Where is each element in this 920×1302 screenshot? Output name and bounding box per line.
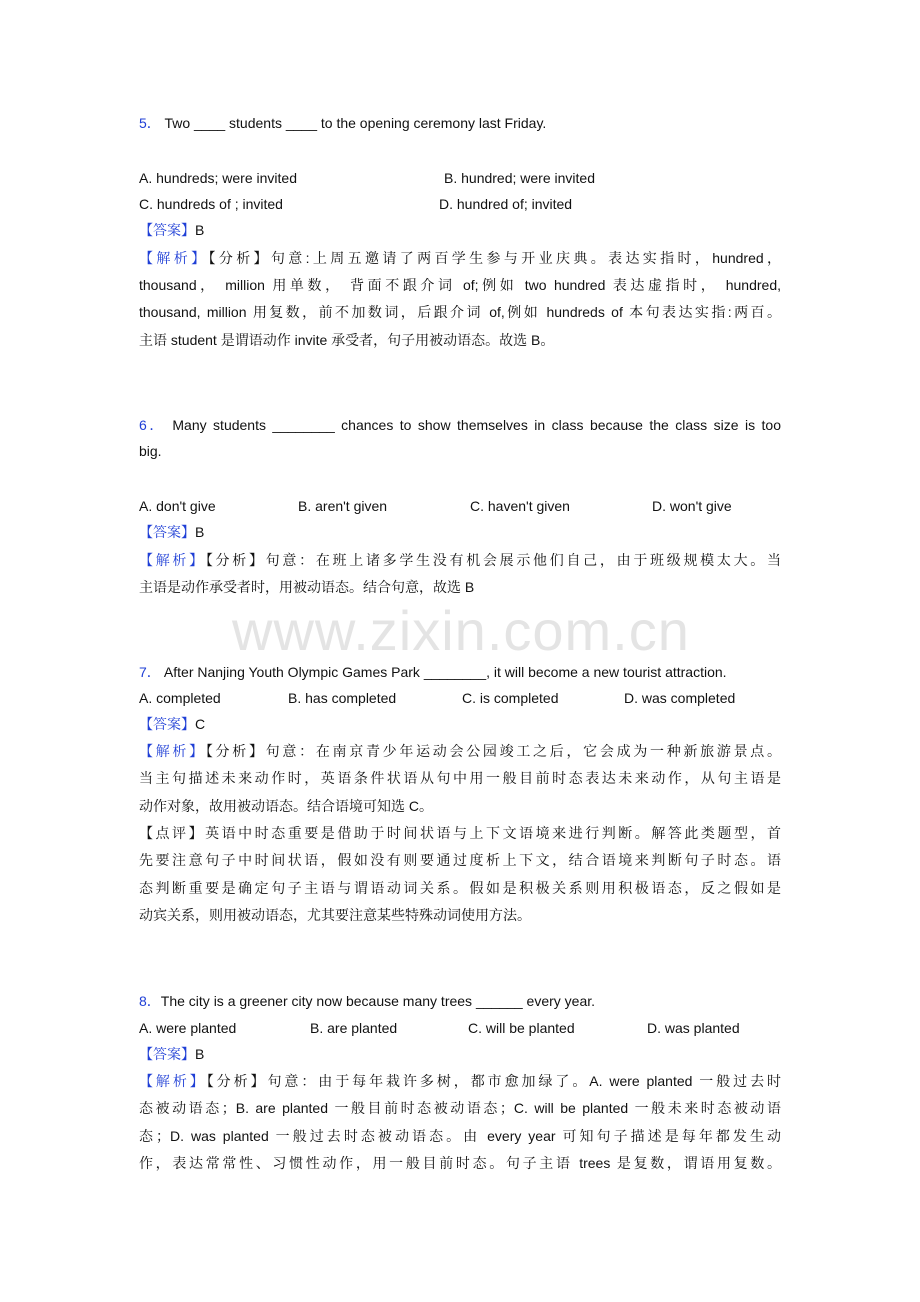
answer-label: 【答案】 xyxy=(139,1046,195,1062)
option-b: B. hundred; were invited xyxy=(444,170,595,186)
answer-value: C xyxy=(195,716,206,732)
answer-label: 【答案】 xyxy=(139,222,195,238)
answer-line xyxy=(139,220,204,240)
option-d: D. hundred of; invited xyxy=(439,196,573,212)
analysis-line: thousand, million 用复数，前不加数词，后跟介词 of,例如 hundreds of 本句表达实指:两百。 xyxy=(139,304,781,320)
watermark: www.zixin.com.cn xyxy=(232,599,690,662)
analysis-text: 【分析】句意:上周五邀请了两百学生参与开业庆典。表达实指时，hundred， xyxy=(208,250,782,266)
answer-value: B xyxy=(195,222,205,238)
option-b: B. has completed xyxy=(288,690,397,706)
analysis-line: 态被动语态；B. are planted 一般目前时态被动语态；C. will be planted 一般未来时态被动语 xyxy=(139,1100,781,1116)
option-d: D. was planted xyxy=(647,1020,740,1036)
analysis-line: 作，表达常常性、习惯性动作，用一般目前时态。句子主语 trees 是复数，谓语用复数。 xyxy=(139,1155,781,1171)
question-number: 8． xyxy=(139,993,161,1009)
option-a: A. hundreds; were invited xyxy=(139,170,297,186)
stem-text: Two ____ students ____ to the opening ceremony last Friday. xyxy=(164,115,547,131)
analysis-line: 当主句描述未来动作时，英语条件状语从句中用一般目前时态表达未来动作，从句主语是 xyxy=(139,770,781,786)
answer-value: B xyxy=(195,1046,205,1062)
analysis-text: 【分析】句意：由于每年栽许多树，都市愈加绿了。A. were planted 一般过去时 xyxy=(206,1073,782,1089)
stem-text: Many students ________ chances to show themselves in class because the class size is too xyxy=(172,417,781,433)
analysis-line: 态；D. was planted 一般过去时态被动语态。由 every year 可知句子描述是每年都发生动 xyxy=(139,1128,781,1144)
analysis-line: 动作对象，故用被动语态。结合语境可知选 C。 xyxy=(139,798,433,814)
analysis-label: 【解析】 xyxy=(139,743,206,759)
option-d: D. was completed xyxy=(624,690,736,706)
option-a: A. completed xyxy=(139,690,221,706)
question-stem xyxy=(139,415,781,435)
analysis-line: thousand， million 用单数， 背面不跟介词 of;例如 two hundred 表达虚指时， hundred, xyxy=(139,277,781,293)
analysis-text: 【分析】句意：在南京青少年运动会公园竣工之后，它会成为一种新旅游景点。 xyxy=(205,743,781,759)
stem-text: The city is a greener city now because many trees ______ every year. xyxy=(160,993,596,1009)
stem-text: After Nanjing Youth Olympic Games Park ________, it will become a new tourist attraction. xyxy=(163,664,727,680)
answer-value: B xyxy=(195,524,205,540)
comment-line: 动宾关系，则用被动语态，尤其要注意某些特殊动词使用方法。 xyxy=(139,907,531,923)
comment-line: 【点评】英语中时态重要是借助于时间状语与上下文语境来进行判断。解答此类题型，首 xyxy=(139,825,781,841)
option-c: C. is completed xyxy=(462,690,559,706)
analysis-label: 【解析】 xyxy=(139,250,209,266)
analysis-line xyxy=(139,1071,781,1091)
analysis-label: 【解析】 xyxy=(139,552,206,568)
question-number: 6． xyxy=(139,417,166,433)
answer-label: 【答案】 xyxy=(139,524,195,540)
analysis-label: 【解析】 xyxy=(139,1073,207,1089)
question-stem xyxy=(139,113,546,133)
option-c: C. hundreds of ; invited xyxy=(139,196,283,212)
analysis-text: 【分析】句意：在班上诸多学生没有机会展示他们自己，由于班级规模太大。当 xyxy=(205,552,781,568)
option-c: C. haven't given xyxy=(470,498,570,514)
analysis-line xyxy=(139,550,781,570)
option-b: B. are planted xyxy=(310,1020,398,1036)
option-d: D. won't give xyxy=(652,498,732,514)
option-c: C. will be planted xyxy=(468,1020,575,1036)
option-a: A. were planted xyxy=(139,1020,237,1036)
option-a: A. don't give xyxy=(139,498,216,514)
question-stem xyxy=(139,991,595,1011)
question-stem xyxy=(139,662,727,682)
question-number: 5． xyxy=(139,115,161,131)
answer-line xyxy=(139,1044,204,1064)
answer-line xyxy=(139,714,205,734)
analysis-line: 主语是动作承受者时，用被动语态。结合句意，故选 B xyxy=(139,579,475,595)
question-stem-cont: big. xyxy=(139,443,162,459)
comment-line: 先要注意句子中时间状语，假如没有则要通过度析上下文，结合语境来判断句子时态。语 xyxy=(139,852,781,868)
analysis-line xyxy=(139,741,781,761)
comment-line: 态判断重要是确定句子主语与谓语动词关系。假如是积极关系则用积极语态，反之假如是 xyxy=(139,880,781,896)
answer-line xyxy=(139,522,204,542)
option-b: B. aren't given xyxy=(298,498,388,514)
analysis-line: 主语 student 是谓语动作 invite 承受者，句子用被动语态。故选 B。 xyxy=(139,332,555,348)
answer-label: 【答案】 xyxy=(139,716,195,732)
analysis-line xyxy=(139,248,781,268)
question-number: 7． xyxy=(139,664,161,680)
